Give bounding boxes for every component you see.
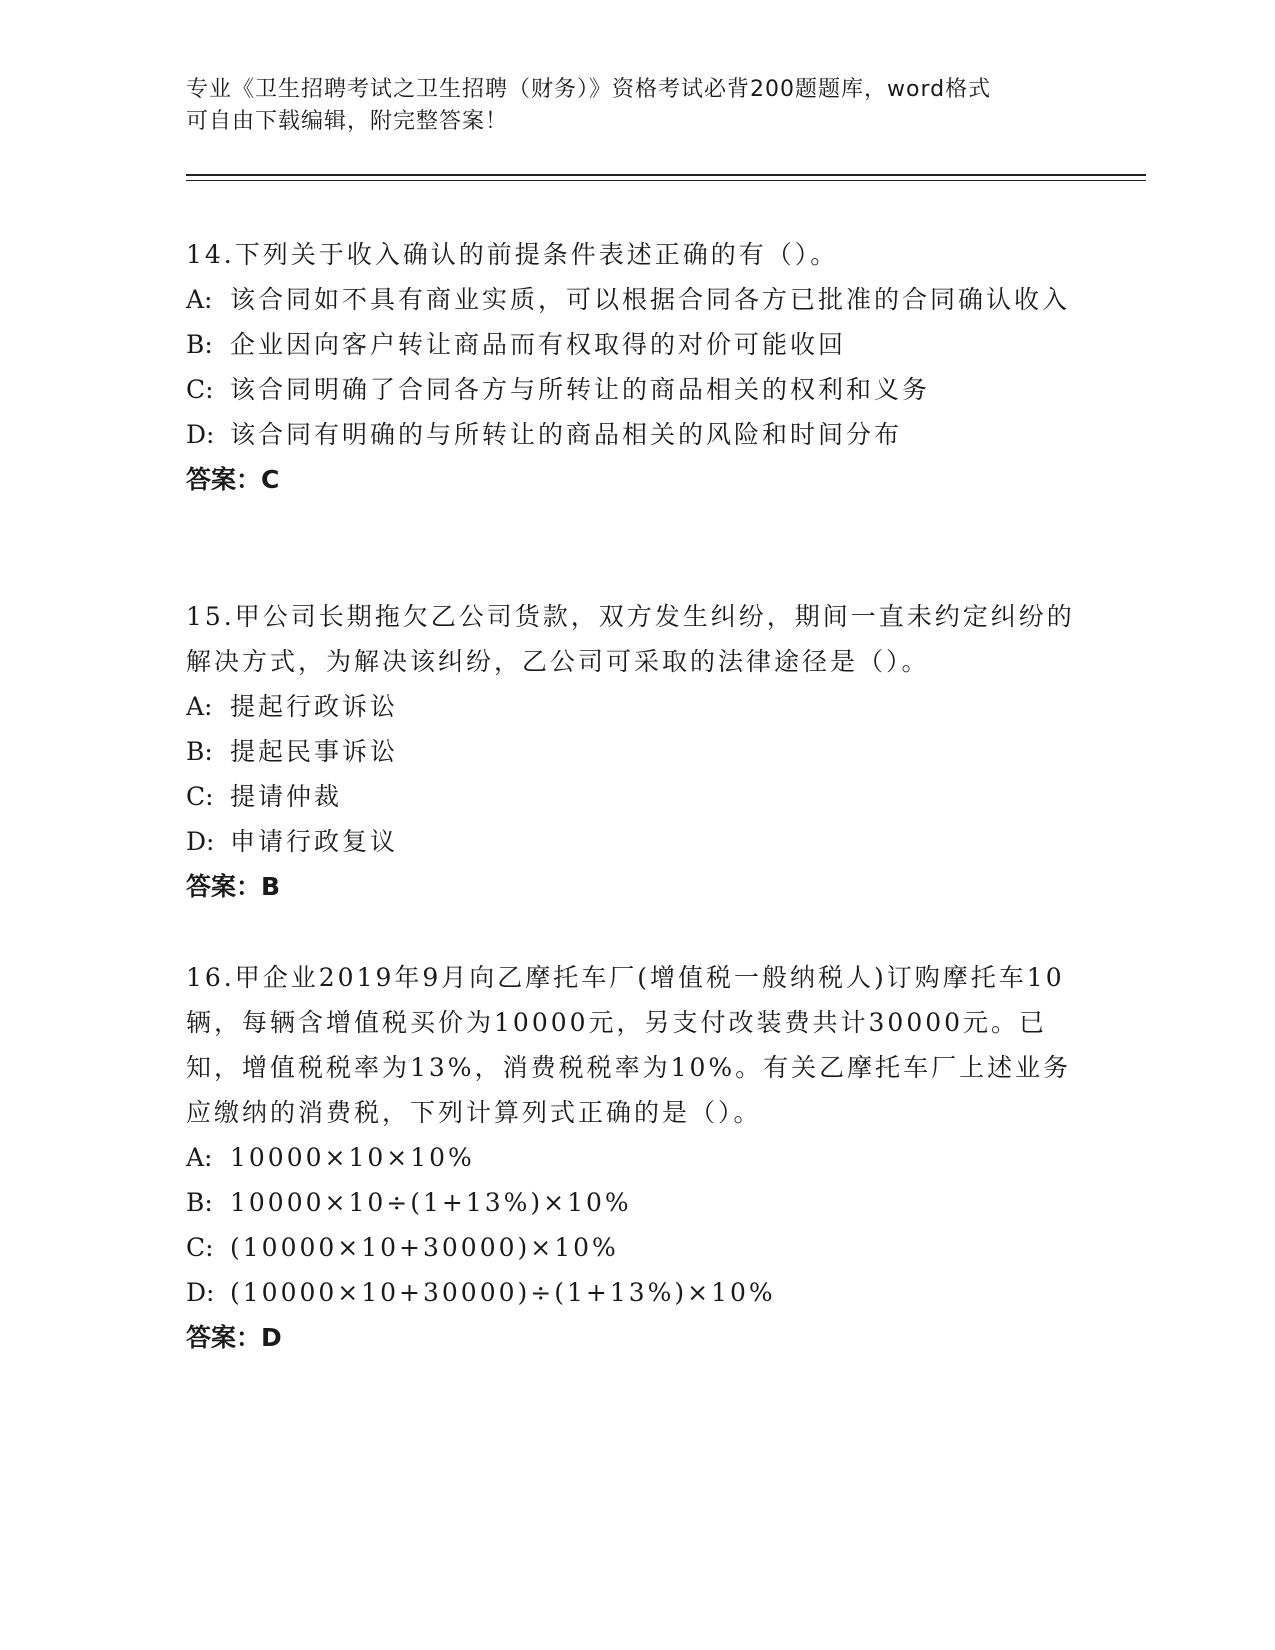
- header-line-2: 可自由下载编辑，附完整答案！: [186, 109, 509, 134]
- option-letter: A:: [186, 285, 213, 314]
- option-c: [186, 774, 1086, 819]
- option-d: [186, 1270, 1086, 1315]
- answer-label: 答案：C: [186, 465, 280, 494]
- answer-label: 答案：B: [186, 872, 281, 901]
- option-a: [186, 277, 1086, 322]
- option-b: [186, 1180, 1086, 1225]
- option-letter: A:: [186, 692, 213, 721]
- question-15: [186, 594, 1086, 909]
- option-letter: C:: [186, 375, 214, 404]
- option-letter: A:: [186, 1143, 213, 1172]
- option-text: 提起民事诉讼: [230, 737, 399, 766]
- option-letter: D:: [186, 827, 215, 856]
- option-b: [186, 729, 1086, 774]
- option-text: 企业因向客户转让商品而有权取得的对价可能收回: [230, 330, 847, 359]
- question-stem: 15.甲公司长期拖欠乙公司货款，双方发生纠纷，期间一直未约定纠纷的解决方式，为解决该纠纷，乙公司可采取的法律途径是（）。: [186, 602, 1075, 676]
- option-b: [186, 322, 1086, 367]
- option-d: [186, 819, 1086, 864]
- option-letter: D:: [186, 1278, 215, 1307]
- option-letter: B:: [186, 330, 213, 359]
- option-c: [186, 1225, 1086, 1270]
- option-letter: C:: [186, 782, 214, 811]
- option-letter: B:: [186, 1188, 213, 1217]
- option-text: 该合同明确了合同各方与所转让的商品相关的权利和义务: [230, 375, 931, 404]
- option-text: 10000×10×10%: [230, 1143, 475, 1172]
- option-text: 该合同如不具有商业实质，可以根据合同各方已批准的合同确认收入: [230, 285, 1071, 314]
- option-c: [186, 367, 1086, 412]
- question-14: [186, 232, 1086, 502]
- option-text: 申请行政复议: [230, 827, 399, 856]
- option-text: 该合同有明确的与所转让的商品相关的风险和时间分布: [230, 420, 903, 449]
- option-text: 10000×10÷(1+13%)×10%: [230, 1188, 632, 1217]
- option-letter: D:: [186, 420, 215, 449]
- option-text: (10000×10+30000)÷(1+13%)×10%: [230, 1278, 776, 1307]
- option-d: [186, 412, 1086, 457]
- option-letter: C:: [186, 1233, 214, 1262]
- question-16: [186, 955, 1086, 1360]
- option-text: (10000×10+30000)×10%: [230, 1233, 619, 1262]
- header-divider-thick: [186, 174, 1146, 176]
- header-divider-thin: [186, 180, 1146, 181]
- option-a: [186, 1135, 1086, 1180]
- option-text: 提请仲裁: [230, 782, 343, 811]
- document-header: [186, 74, 1066, 138]
- option-letter: B:: [186, 737, 213, 766]
- answer-label: 答案：D: [186, 1323, 282, 1352]
- option-text: 提起行政诉讼: [230, 692, 399, 721]
- header-line-1: 专业《卫生招聘考试之卫生招聘（财务）》资格考试必背200题题库，word格式: [186, 77, 992, 102]
- question-stem: 14.下列关于收入确认的前提条件表述正确的有（）。: [186, 240, 839, 269]
- question-stem: 16.甲企业2019年9月向乙摩托车厂(增值税一般纳税人)订购摩托车10辆，每辆含增值税买价为10000元，另支付改装费共计30000元。已知，增值税税率为13%，消费税税率为10%。有关乙摩托车厂上述业务应缴纳的消费税，下列计算列式正确的是（）。: [186, 963, 1072, 1127]
- option-a: [186, 684, 1086, 729]
